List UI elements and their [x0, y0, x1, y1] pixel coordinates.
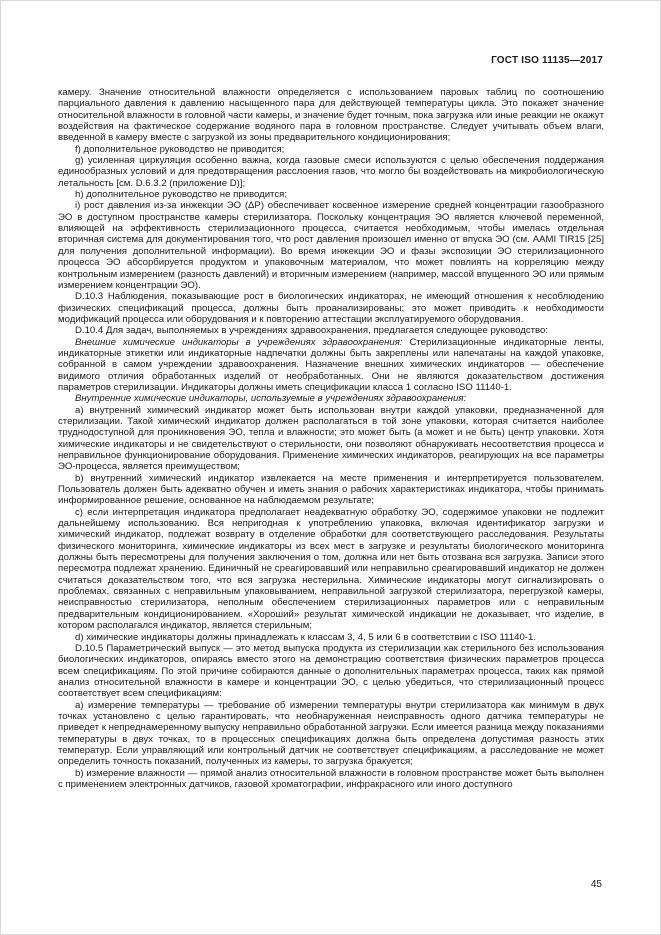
paragraph [58, 155, 604, 189]
paragraph-text: c) если интерпретация индикатора предполагает неадекватную обработку ЭО, содержимое упаковки не подлежит дальнейшему использованию. Вся непригодная к употреблению упаковка, включая идентификатор загрузки и химический индикатор, подлежат возврату в отделение обработки для соответствующего расследования. Результаты физического мониторинга, химические индикаторы из всех мест в загрузке и результаты биологического мониторинга должны быть пересмотрены для получения заключения о том, должна или нет быть отозвана вся загрузка. Записи этого пересмотра подлежат хранению. Единичный не среагировавший или неправильно среагировавший индикатор не должен считаться доказательством того, что вся загрузка нестерильна. Химические индикаторы могут сигнализировать о проблемах, связанных с неправильным упаковыванием, неправильной загрузкой стерилизатора, перегрузкой камеры, неисправностью стерилизатора, неполным обеспечением стерилизационных параметров или с неправильным предварительным кондиционированием. «Хороший» результат химической индикации не доказывает, что изделие, в котором располагался индикатор, является стерильным; [58, 506, 604, 632]
document-header: ГОСТ ISO 11135—2017 [491, 55, 603, 66]
paragraph [58, 393, 604, 404]
paragraph-text: камеру. Значение относительной влажности определяется с использованием паровых таблиц по соотношению парциального давления к давлению насыщенного пара для действующей температуры цикла. Это покажет значение относительной влажности в головной части камеры, и значение будет точным, пока загрузка или иные реакции не окажут воздействия на фактическое содержание водяного пара в головном пространстве. Следует учитывать объем влаги, введенной в камеру вместе с загрузкой из зоны предварительного кондиционирования; [58, 87, 604, 144]
paragraph [58, 87, 604, 144]
paragraph-text: g) усиленная циркуляция особенно важна, когда газовые смеси используются с целью обеспечения поддержания единообразных условий и для предотвращения расслоения газов, что могло бы воздействовать на микробиологическую летальность [см. D.6.3.2 (приложение D)]; [58, 155, 604, 189]
paragraph-text: f) дополнительное руководство не приводится; [75, 143, 285, 155]
paragraph [58, 473, 604, 507]
paragraph [58, 144, 604, 155]
paragraph-text: i) рост давления из-за инжекции ЭО (ΔP) обеспечивает косвенное измерение средней концентрации газообразного ЭО в доступном пространстве камеры стерилизатора. Поскольку концентрация ЭО является ключевой переменной, влияющей на эффективность стерилизационного процесса, считается необходимым, чтобы имелась отдельная вторичная система для документирования того, что рост давления произошел именно от впуска ЭО (см. AAMI TIR15 [25] для получения дополнительной информации). Во время инжекции ЭО и фазы экспозиции ЭО стерилизационного процесса ЭО абсорбируется продуктом и упаковочным материалом, что может повлиять на корреляцию между контрольным измерением (разность давлений) и вторичным измерением (например, массой впущенного ЭО или прямым измерением концентрации ЭО). [58, 200, 604, 291]
paragraph [58, 200, 604, 291]
paragraph [58, 337, 604, 394]
paragraph-text: b) измерение влажности — прямой анализ относительной влажности в головном пространстве может быть выполнен с применением электронных датчиков, газовой хроматографии, инфракрасного или иного доступного [58, 767, 604, 790]
paragraph [58, 325, 604, 336]
paragraph [58, 507, 604, 632]
paragraph-text: Стерилизационные индикаторные ленты, индикаторные этикетки или индикаторные надпечатки должны быть закреплены или напечатаны на каждой упаковке, собранной в самом учреждении здравоохранения. Назначение внешних химических индикаторов — обеспечение видимого отличия обработанных изделий от необработанных. Они не являются доказательством достижения параметров стерилизации. Индикаторы должны иметь спецификации класса 1 согласно ISO 11140-1. [58, 336, 604, 393]
paragraph-text: a) измерение температуры — требование об измерении температуры внутри стерилизатора как минимум в двух точках установлено с целью гарантировать, что необнаруженная неисправность одного датчика температуры не приведет к непреднамеренному выпуску неправильно обработанной загрузки. Если имеется разница между показаниями температуры в двух точках, то в процессных спецификациях должна быть определена допустимая разность этих температур. Если управляющий или контрольный датчик не соответствует спецификациям, а расследование не может определить точность показаний, полученных из камеры, то загрузка бракуется; [58, 699, 604, 768]
paragraph [58, 768, 604, 791]
paragraph [58, 189, 604, 200]
paragraph [58, 405, 604, 473]
paragraph [58, 700, 604, 768]
paragraph-lead-italic: Внутренние химические индикаторы, используемые в учреждениях здравоохранения: [75, 393, 467, 405]
paragraph-text: D.10.4 Для задач, выполняемых в учреждениях здравоохранения, предлагается следующее руководство: [75, 325, 549, 337]
paragraph [58, 643, 604, 700]
paragraph [58, 291, 604, 325]
page-number: 45 [590, 879, 602, 890]
paragraph-lead-italic: Внешние химические индикаторы в учреждениях здравоохранения: [75, 336, 403, 348]
paragraph-text: b) внутренний химический индикатор извлекается на месте применения и интерпретируется пользователем. Пользователь должен быть адекватно обучен и иметь знания о рабочих характеристиках индикатора, чтобы принимать информированное решение, основанное на наблюдаемом результате; [58, 472, 604, 507]
paragraph [58, 632, 604, 643]
paragraph-text: D.10.3 Наблюдения, показывающие рост в биологических индикаторах, не имеющий отношения к несоблюдению физических спецификаций процесса, должны быть проанализированы; это может приводить к необходимости модификаций процесса или оборудования и к повторению аттестации эксплуатируемого оборудования. [58, 291, 604, 325]
paragraph-text: D.10.5 Параметрический выпуск — это метод выпуска продукта из стерилизации как стерильного без использования биологических индикаторов, опираясь вместо этого на демонстрацию соответствия физических параметров процесса всем спецификациям. По этой причине собираются данные о дополнительных параметрах процесса, таких как прямой анализ относительной влажности в камере и концентрации ЭО, с целью убедиться, что стерилизационный процесс соответствует всем спецификациям: [58, 642, 604, 700]
document-body [58, 87, 604, 790]
paragraph-text: а) внутренний химический индикатор может быть использован внутри каждой упаковки, предназначенной для стерилизации. Такой химический индикатор должен располагаться в той зоне упаковки, которая считается наиболее труднодоступной для проникновения ЭО, тепла и влажности; это может быть (а может и не быть) центр упаковки. Хотя химические индикаторы и не свидетельствуют о стерильности, они позволяют обнаруживать несоответствия процесса и неправильное функционирование оборудования. Применение химических индикаторов, реагирующих на все параметры ЭО-процесса, является преимуществом; [58, 404, 604, 473]
paragraph-text: h) дополнительное руководство не приводится; [75, 189, 287, 201]
paragraph-text: d) химические индикаторы должны принадлежать к классам 3, 4, 5 или 6 в соответствии с ISO 11140-1. [75, 631, 536, 643]
